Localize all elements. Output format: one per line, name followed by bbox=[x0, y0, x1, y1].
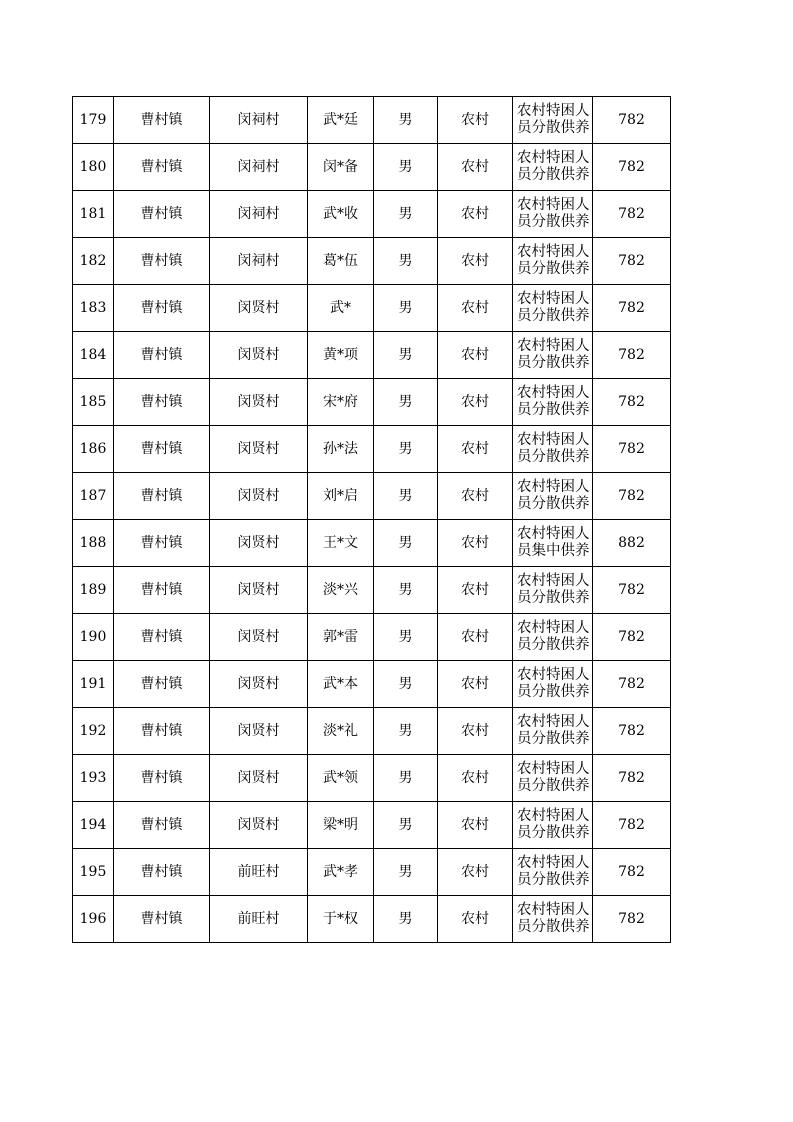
table-row bbox=[73, 191, 671, 238]
support-category-text: 农村特困人 bbox=[517, 432, 590, 448]
town-cell: 曹村镇 bbox=[114, 614, 210, 661]
name-cell: 刘*启 bbox=[308, 473, 374, 520]
village-cell: 闵贤村 bbox=[210, 473, 308, 520]
village-cell: 闵贤村 bbox=[210, 567, 308, 614]
support-category-text: 员分散供养 bbox=[517, 825, 590, 841]
serial-number-cell: 183 bbox=[73, 285, 114, 332]
gender-cell: 男 bbox=[374, 473, 438, 520]
amount-cell: 782 bbox=[593, 896, 671, 943]
support-category-cell bbox=[513, 755, 593, 802]
serial-number-cell: 189 bbox=[73, 567, 114, 614]
gender-cell: 男 bbox=[374, 849, 438, 896]
village-cell: 闵贤村 bbox=[210, 708, 308, 755]
amount-cell: 782 bbox=[593, 332, 671, 379]
town-cell: 曹村镇 bbox=[114, 332, 210, 379]
residence-type-cell: 农村 bbox=[438, 614, 513, 661]
name-cell: 武*本 bbox=[308, 661, 374, 708]
table-row bbox=[73, 896, 671, 943]
residence-type-cell: 农村 bbox=[438, 567, 513, 614]
residence-type-cell: 农村 bbox=[438, 332, 513, 379]
name-cell: 武* bbox=[308, 285, 374, 332]
table-row bbox=[73, 285, 671, 332]
serial-number-cell: 179 bbox=[73, 97, 114, 144]
amount-cell: 782 bbox=[593, 379, 671, 426]
support-category-text: 员集中供养 bbox=[517, 543, 590, 559]
table-row bbox=[73, 755, 671, 802]
gender-cell: 男 bbox=[374, 567, 438, 614]
residence-type-cell: 农村 bbox=[438, 426, 513, 473]
table-body bbox=[73, 97, 671, 943]
residence-type-cell: 农村 bbox=[438, 755, 513, 802]
support-category-text: 农村特困人 bbox=[517, 855, 590, 871]
table-row bbox=[73, 520, 671, 567]
residence-type-cell: 农村 bbox=[438, 379, 513, 426]
support-category-text: 员分散供养 bbox=[517, 120, 590, 136]
town-cell: 曹村镇 bbox=[114, 285, 210, 332]
residence-type-cell: 农村 bbox=[438, 849, 513, 896]
amount-cell: 782 bbox=[593, 238, 671, 285]
support-category-text: 员分散供养 bbox=[517, 496, 590, 512]
table-row bbox=[73, 379, 671, 426]
support-category-text: 员分散供养 bbox=[517, 919, 590, 935]
table-row bbox=[73, 614, 671, 661]
town-cell: 曹村镇 bbox=[114, 802, 210, 849]
serial-number-cell: 196 bbox=[73, 896, 114, 943]
amount-cell: 782 bbox=[593, 708, 671, 755]
town-cell: 曹村镇 bbox=[114, 567, 210, 614]
name-cell: 闵*备 bbox=[308, 144, 374, 191]
village-cell: 前旺村 bbox=[210, 849, 308, 896]
amount-cell: 782 bbox=[593, 473, 671, 520]
support-category-cell bbox=[513, 238, 593, 285]
gender-cell: 男 bbox=[374, 144, 438, 191]
village-cell: 闵贤村 bbox=[210, 285, 308, 332]
gender-cell: 男 bbox=[374, 661, 438, 708]
name-cell: 孙*法 bbox=[308, 426, 374, 473]
amount-cell: 782 bbox=[593, 755, 671, 802]
town-cell: 曹村镇 bbox=[114, 849, 210, 896]
village-cell: 闵贤村 bbox=[210, 426, 308, 473]
name-cell: 葛*伍 bbox=[308, 238, 374, 285]
village-cell: 闵贤村 bbox=[210, 614, 308, 661]
village-cell: 闵祠村 bbox=[210, 238, 308, 285]
gender-cell: 男 bbox=[374, 755, 438, 802]
residence-type-cell: 农村 bbox=[438, 708, 513, 755]
table-row bbox=[73, 426, 671, 473]
support-category-cell bbox=[513, 379, 593, 426]
village-cell: 闵贤村 bbox=[210, 379, 308, 426]
support-category-cell bbox=[513, 332, 593, 379]
support-category-text: 员分散供养 bbox=[517, 402, 590, 418]
serial-number-cell: 191 bbox=[73, 661, 114, 708]
amount-cell: 782 bbox=[593, 144, 671, 191]
residence-type-cell: 农村 bbox=[438, 473, 513, 520]
town-cell: 曹村镇 bbox=[114, 755, 210, 802]
serial-number-cell: 192 bbox=[73, 708, 114, 755]
village-cell: 前旺村 bbox=[210, 896, 308, 943]
support-category-cell bbox=[513, 191, 593, 238]
support-category-text: 农村特困人 bbox=[517, 338, 590, 354]
residence-type-cell: 农村 bbox=[438, 97, 513, 144]
support-category-text: 农村特困人 bbox=[517, 714, 590, 730]
gender-cell: 男 bbox=[374, 708, 438, 755]
town-cell: 曹村镇 bbox=[114, 97, 210, 144]
serial-number-cell: 182 bbox=[73, 238, 114, 285]
serial-number-cell: 188 bbox=[73, 520, 114, 567]
support-category-text: 农村特困人 bbox=[517, 244, 590, 260]
support-category-cell bbox=[513, 849, 593, 896]
table-row bbox=[73, 661, 671, 708]
village-cell: 闵祠村 bbox=[210, 144, 308, 191]
town-cell: 曹村镇 bbox=[114, 238, 210, 285]
support-category-cell bbox=[513, 144, 593, 191]
serial-number-cell: 180 bbox=[73, 144, 114, 191]
support-category-cell bbox=[513, 567, 593, 614]
support-category-cell bbox=[513, 285, 593, 332]
support-category-text: 农村特困人 bbox=[517, 761, 590, 777]
name-cell: 宋*府 bbox=[308, 379, 374, 426]
support-category-cell bbox=[513, 426, 593, 473]
support-category-cell bbox=[513, 97, 593, 144]
gender-cell: 男 bbox=[374, 332, 438, 379]
town-cell: 曹村镇 bbox=[114, 144, 210, 191]
support-category-text: 农村特困人 bbox=[517, 573, 590, 589]
serial-number-cell: 187 bbox=[73, 473, 114, 520]
support-category-text: 农村特困人 bbox=[517, 150, 590, 166]
village-cell: 闵贤村 bbox=[210, 802, 308, 849]
support-category-cell bbox=[513, 708, 593, 755]
residence-type-cell: 农村 bbox=[438, 285, 513, 332]
village-cell: 闵贤村 bbox=[210, 520, 308, 567]
table-row bbox=[73, 97, 671, 144]
support-category-cell bbox=[513, 661, 593, 708]
support-category-text: 农村特困人 bbox=[517, 808, 590, 824]
amount-cell: 782 bbox=[593, 802, 671, 849]
table-row bbox=[73, 238, 671, 285]
amount-cell: 782 bbox=[593, 285, 671, 332]
support-category-text: 员分散供养 bbox=[517, 449, 590, 465]
support-category-cell bbox=[513, 896, 593, 943]
residence-type-cell: 农村 bbox=[438, 191, 513, 238]
amount-cell: 782 bbox=[593, 614, 671, 661]
gender-cell: 男 bbox=[374, 97, 438, 144]
support-category-text: 农村特困人 bbox=[517, 902, 590, 918]
support-category-text: 农村特困人 bbox=[517, 667, 590, 683]
gender-cell: 男 bbox=[374, 191, 438, 238]
support-category-text: 农村特困人 bbox=[517, 103, 590, 119]
support-category-text: 员分散供养 bbox=[517, 308, 590, 324]
town-cell: 曹村镇 bbox=[114, 426, 210, 473]
serial-number-cell: 190 bbox=[73, 614, 114, 661]
table-row bbox=[73, 332, 671, 379]
village-cell: 闵祠村 bbox=[210, 97, 308, 144]
support-category-text: 员分散供养 bbox=[517, 590, 590, 606]
support-category-text: 农村特困人 bbox=[517, 197, 590, 213]
support-category-text: 员分散供养 bbox=[517, 731, 590, 747]
support-category-text: 员分散供养 bbox=[517, 261, 590, 277]
town-cell: 曹村镇 bbox=[114, 191, 210, 238]
residence-type-cell: 农村 bbox=[438, 802, 513, 849]
name-cell: 武*孝 bbox=[308, 849, 374, 896]
gender-cell: 男 bbox=[374, 285, 438, 332]
town-cell: 曹村镇 bbox=[114, 379, 210, 426]
town-cell: 曹村镇 bbox=[114, 661, 210, 708]
name-cell: 武*领 bbox=[308, 755, 374, 802]
gender-cell: 男 bbox=[374, 520, 438, 567]
support-category-text: 员分散供养 bbox=[517, 214, 590, 230]
town-cell: 曹村镇 bbox=[114, 473, 210, 520]
serial-number-cell: 194 bbox=[73, 802, 114, 849]
support-category-text: 农村特困人 bbox=[517, 385, 590, 401]
gender-cell: 男 bbox=[374, 379, 438, 426]
residence-type-cell: 农村 bbox=[438, 144, 513, 191]
support-category-cell bbox=[513, 802, 593, 849]
support-category-text: 员分散供养 bbox=[517, 355, 590, 371]
name-cell: 武*收 bbox=[308, 191, 374, 238]
support-category-text: 员分散供养 bbox=[517, 684, 590, 700]
amount-cell: 782 bbox=[593, 567, 671, 614]
support-category-text: 农村特困人 bbox=[517, 526, 590, 542]
amount-cell: 782 bbox=[593, 426, 671, 473]
amount-cell: 782 bbox=[593, 191, 671, 238]
name-cell: 王*文 bbox=[308, 520, 374, 567]
support-category-text: 农村特困人 bbox=[517, 620, 590, 636]
residence-type-cell: 农村 bbox=[438, 896, 513, 943]
residence-type-cell: 农村 bbox=[438, 520, 513, 567]
town-cell: 曹村镇 bbox=[114, 708, 210, 755]
support-category-text: 员分散供养 bbox=[517, 872, 590, 888]
name-cell: 淡*礼 bbox=[308, 708, 374, 755]
amount-cell: 882 bbox=[593, 520, 671, 567]
serial-number-cell: 181 bbox=[73, 191, 114, 238]
support-category-cell bbox=[513, 520, 593, 567]
support-category-text: 农村特困人 bbox=[517, 291, 590, 307]
amount-cell: 782 bbox=[593, 97, 671, 144]
name-cell: 梁*明 bbox=[308, 802, 374, 849]
gender-cell: 男 bbox=[374, 802, 438, 849]
name-cell: 郭*雷 bbox=[308, 614, 374, 661]
table-row bbox=[73, 473, 671, 520]
name-cell: 黄*项 bbox=[308, 332, 374, 379]
relief-recipients-table bbox=[72, 96, 671, 943]
serial-number-cell: 193 bbox=[73, 755, 114, 802]
name-cell: 武*廷 bbox=[308, 97, 374, 144]
name-cell: 于*权 bbox=[308, 896, 374, 943]
serial-number-cell: 184 bbox=[73, 332, 114, 379]
serial-number-cell: 186 bbox=[73, 426, 114, 473]
table-row bbox=[73, 144, 671, 191]
residence-type-cell: 农村 bbox=[438, 238, 513, 285]
support-category-text: 员分散供养 bbox=[517, 637, 590, 653]
town-cell: 曹村镇 bbox=[114, 520, 210, 567]
gender-cell: 男 bbox=[374, 614, 438, 661]
village-cell: 闵贤村 bbox=[210, 755, 308, 802]
serial-number-cell: 185 bbox=[73, 379, 114, 426]
support-category-text: 员分散供养 bbox=[517, 167, 590, 183]
support-category-cell bbox=[513, 473, 593, 520]
serial-number-cell: 195 bbox=[73, 849, 114, 896]
table-row bbox=[73, 708, 671, 755]
support-category-text: 员分散供养 bbox=[517, 778, 590, 794]
gender-cell: 男 bbox=[374, 426, 438, 473]
village-cell: 闵贤村 bbox=[210, 661, 308, 708]
village-cell: 闵贤村 bbox=[210, 332, 308, 379]
table-row bbox=[73, 849, 671, 896]
village-cell: 闵祠村 bbox=[210, 191, 308, 238]
name-cell: 淡*兴 bbox=[308, 567, 374, 614]
table-row bbox=[73, 567, 671, 614]
residence-type-cell: 农村 bbox=[438, 661, 513, 708]
support-category-text: 农村特困人 bbox=[517, 479, 590, 495]
amount-cell: 782 bbox=[593, 661, 671, 708]
amount-cell: 782 bbox=[593, 849, 671, 896]
table-row bbox=[73, 802, 671, 849]
town-cell: 曹村镇 bbox=[114, 896, 210, 943]
support-category-cell bbox=[513, 614, 593, 661]
gender-cell: 男 bbox=[374, 238, 438, 285]
gender-cell: 男 bbox=[374, 896, 438, 943]
